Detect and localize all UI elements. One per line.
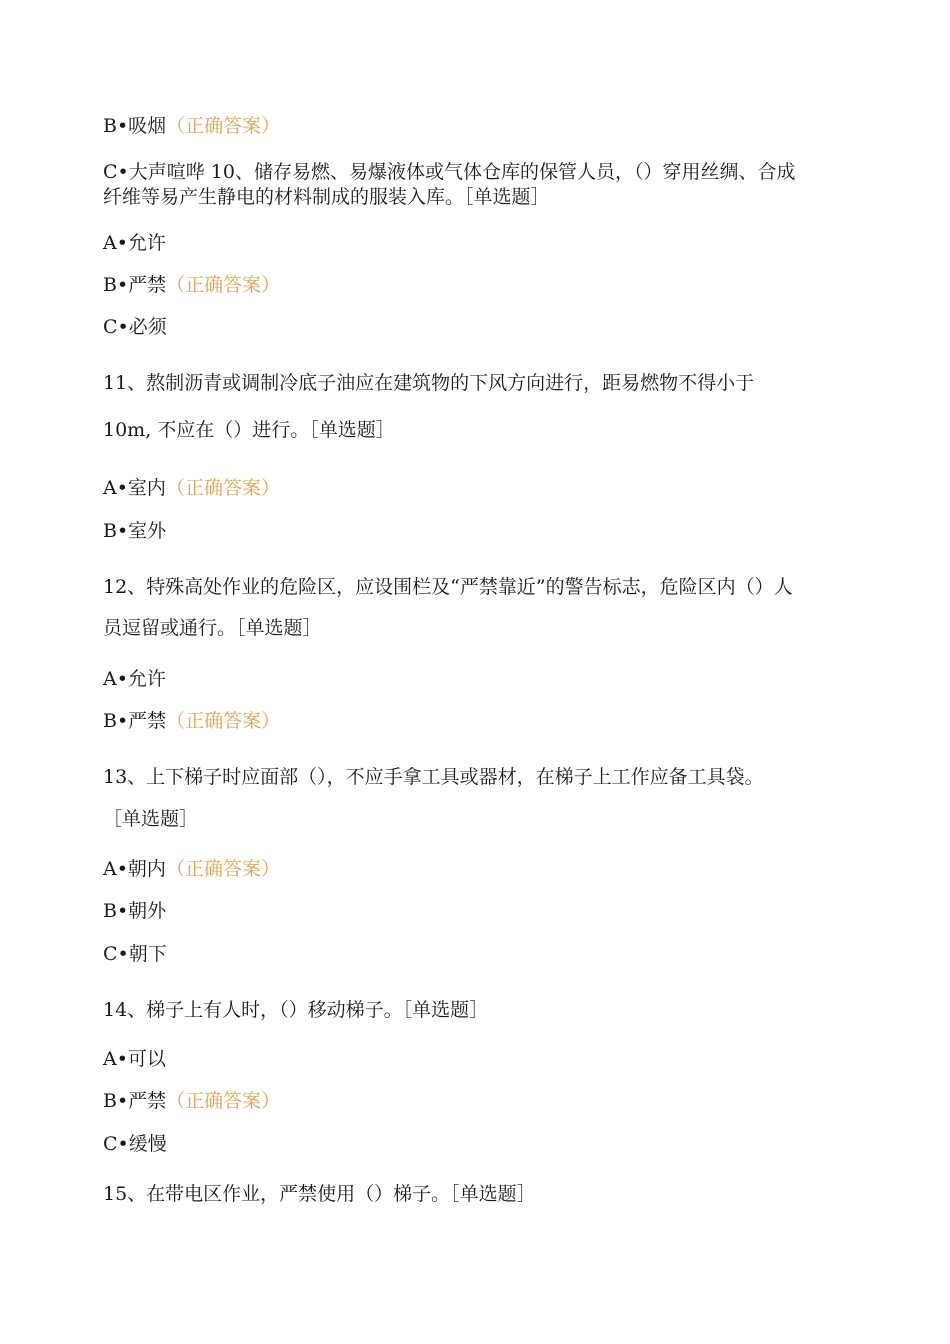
option-line [103,230,166,256]
question-line [103,806,198,832]
correct-answer-tag: （正确答案） [165,477,280,499]
question-line [103,370,754,396]
option-line [103,856,280,882]
option-line [103,113,280,139]
option-line [103,272,280,298]
option-line [103,666,166,692]
line-text: A•允许 [103,668,166,690]
line-text: B•严禁 [103,710,167,732]
line-text: 10m, 不应在（）进行。［单选题］ [103,419,395,441]
line-text: ［单选题］ [103,808,199,830]
option-line [103,708,280,734]
question-line [103,615,322,641]
line-text: 12、特殊高处作业的危险区，应设围栏及“严禁靠近”的警告标志，危险区内（）人 [103,576,793,598]
line-text: B•严禁 [103,274,167,296]
line-text: 14、梯子上有人时，（）移动梯子。［单选题］ [103,999,489,1021]
line-text: 11、熬制沥青或调制冷底子油应在建筑物的下风方向进行，距易燃物不得小于 [103,372,755,394]
correct-answer-tag: （正确答案） [166,1090,281,1112]
line-text: 13、上下梯子时应面部（），不应手拿工具或器材，在梯子上工作应备工具袋。 [103,766,764,788]
option-line [103,941,167,967]
line-text: A•允许 [103,232,166,254]
line-text: B•吸烟 [103,115,167,137]
line-text: C•朝下 [103,943,167,965]
correct-answer-tag: （正确答案） [165,858,280,880]
option-line [103,475,280,501]
question-line [103,184,550,210]
question-line [103,997,488,1023]
line-text: A•可以 [103,1048,166,1070]
question-line [103,574,793,600]
option-line [103,898,166,924]
question-line [103,417,395,443]
correct-answer-tag: （正确答案） [166,115,281,137]
question-line [103,764,764,790]
correct-answer-tag: （正确答案） [166,710,281,732]
option-line [103,518,166,544]
line-text: C•大声喧哗 10、储存易燃、易爆液体或气体仓库的保管人员，（）穿用丝绸、合成 [103,161,796,183]
line-text: B•室外 [103,520,167,542]
line-text: 纤维等易产生静电的材料制成的服装入库。［单选题］ [103,186,550,208]
question-line [103,1181,536,1207]
option-line [103,1131,167,1157]
line-text: C•缓慢 [103,1133,167,1155]
line-text: A•室内 [103,477,166,499]
option-line [103,159,795,185]
line-text: B•朝外 [103,900,167,922]
option-line [103,314,167,340]
line-text: B•严禁 [103,1090,167,1112]
line-text: 15、在带电区作业，严禁使用（）梯子。［单选题］ [103,1183,536,1205]
correct-answer-tag: （正确答案） [166,274,281,296]
option-line [103,1088,280,1114]
line-text: C•必须 [103,316,167,338]
option-line [103,1046,166,1072]
line-text: A•朝内 [103,858,166,880]
line-text: 员逗留或通行。［单选题］ [103,617,322,639]
